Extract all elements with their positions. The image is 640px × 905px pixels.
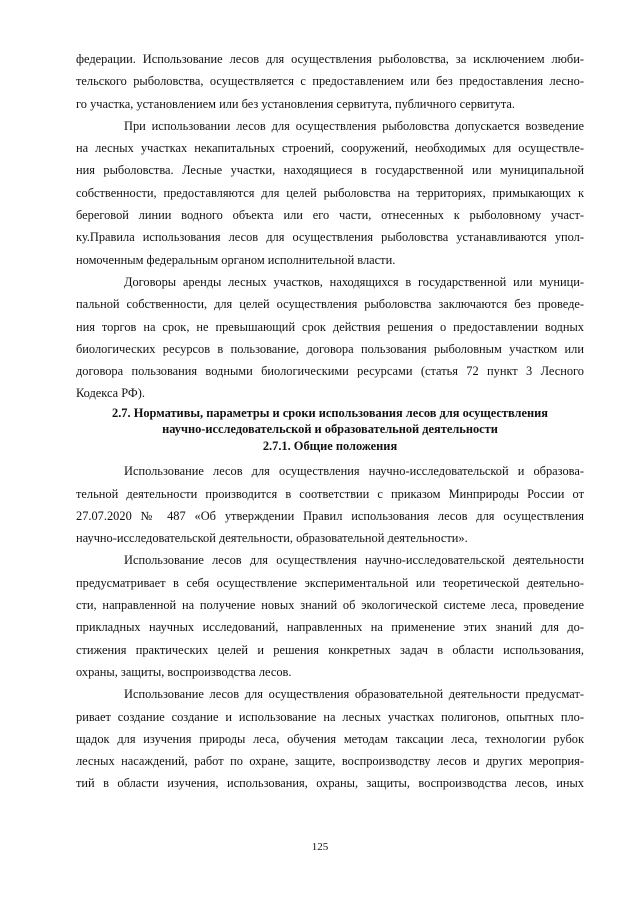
paragraph: [76, 115, 584, 271]
text-line: номоченным федеральным органом исполнительной власти.: [76, 252, 396, 267]
text-line: прикладных научных исследований, направленных на применение этих знаний для до-: [76, 620, 584, 635]
text-line: ния рыболовства. Лесные участки, находящиеся в государственной или муниципальной: [76, 163, 584, 178]
section-heading-line-2: научно-исследовательской и образовательной деятельности: [162, 422, 498, 437]
text-line: береговой линии водного объекта или его части, отнесенных к рыболовному участ-: [76, 208, 584, 223]
text-line: договора пользования водными биологическими ресурсами (статья 72 пункт 3 Лесного: [76, 364, 584, 379]
body-text-after-heading: [76, 460, 584, 794]
text-line: Использование лесов для осуществления научно-исследовательской деятельности: [124, 553, 584, 568]
section-heading-line-1: 2.7. Нормативы, параметры и сроки использования лесов для осуществления: [112, 405, 548, 420]
text-line: ку.Правила использования лесов для осуществления рыболовства устанавливаются упол-: [76, 230, 584, 245]
document-page: [76, 48, 584, 795]
text-line: 27.07.2020 № 487 «Об утверждении Правил использования лесов для осуществления: [76, 508, 584, 523]
text-line: предусматривает в себя осуществление экспериментальной или теоретической деятельно-: [76, 575, 584, 590]
page-number: 125: [311, 841, 329, 853]
text-line: ния торгов на срок, не превышающий срок действия решения о предоставлении водных: [76, 319, 584, 334]
text-line: федерации. Использование лесов для осуществления рыболовства, за исключением люби-: [76, 52, 584, 66]
text-line: биологических ресурсов в пользование, договора пользования рыболовным участком или: [76, 341, 584, 356]
body-text-before-heading: [76, 48, 584, 405]
text-line: При использовании лесов для осуществления рыболовства допускается возведение: [124, 118, 584, 133]
text-line: тий в области изучения, использования, охраны, защиты, воспроизводства лесов, иных: [76, 776, 584, 791]
paragraph: [76, 271, 584, 405]
text-line: сти, направленной на получение новых знаний об экологической системе леса, проведение: [76, 598, 584, 613]
text-line: научно-исследовательской деятельности, образовательной деятельности».: [76, 531, 468, 546]
paragraph: [76, 460, 584, 549]
text-line: Кодекса РФ).: [76, 386, 145, 401]
subsection-heading: 2.7.1. Общие положения: [262, 438, 398, 453]
section-heading: [76, 405, 584, 455]
text-line: на лесных участках некапитальных строений, сооружений, необходимых для осуществле-: [76, 141, 584, 156]
text-line: щадок для изучения природы леса, обучения методам таксации леса, технологии рубок: [76, 731, 584, 746]
text-line: Использование лесов для осуществления научно-исследовательской и образова-: [124, 464, 584, 479]
text-line: Договоры аренды лесных участков, находящихся в государственной или муници-: [124, 274, 584, 289]
text-line: охраны, защиты, воспроизводства лесов.: [76, 664, 292, 679]
text-line: ривает создание создание и использование на лесных участках полигонов, опытных пло-: [76, 709, 584, 724]
text-line: пальной собственности, для целей осуществления рыболовства заключаются без проведе-: [76, 297, 584, 312]
paragraph: [76, 683, 584, 794]
text-line: стижения практических целей и решения конкретных задач в области использования,: [76, 642, 584, 657]
paragraph: [76, 549, 584, 683]
paragraph: [76, 48, 584, 115]
text-line: го участка, установлением или без установления сервитута, публичного сервитута.: [76, 96, 516, 111]
text-line: лесных насаждений, работ по охране, защите, воспроизводству лесов и других мероприя-: [76, 754, 584, 769]
text-line: тельского рыболовства, осуществляется с предоставлением или без предоставления лесно-: [76, 74, 584, 89]
text-line: собственности, предоставляются для целей рыболовства на территориях, примыкающих к: [76, 185, 584, 200]
text-line: Использование лесов для осуществления образовательной деятельности предусмат-: [124, 687, 584, 702]
text-line: тельной деятельности производится в соответствии с приказом Минприроды России от: [76, 486, 584, 501]
